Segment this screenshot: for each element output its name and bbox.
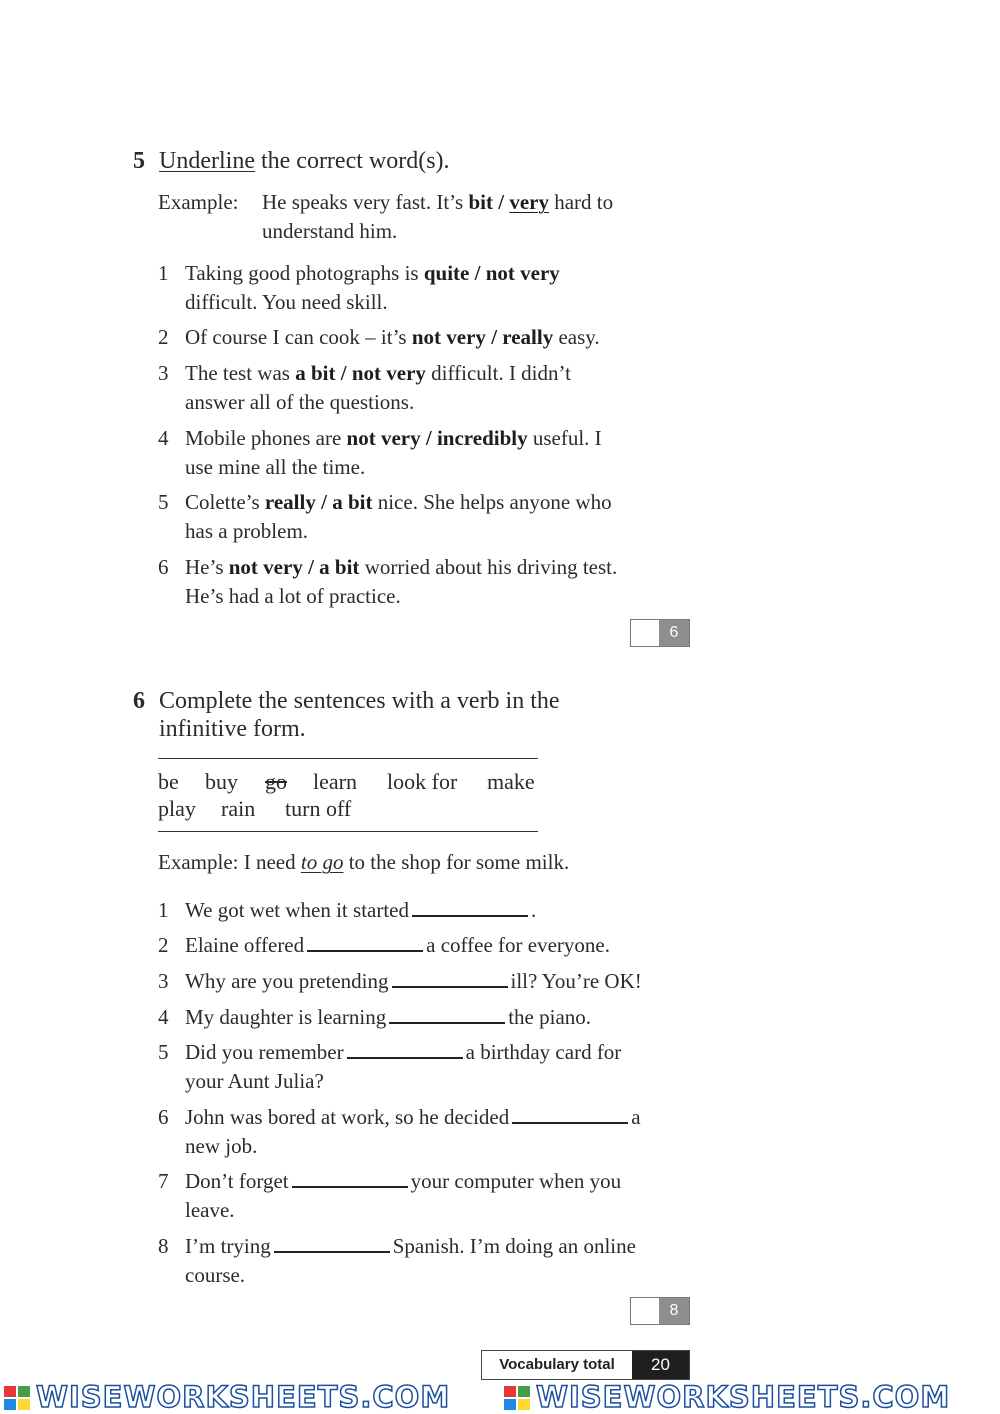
word-learn: learn [313,769,357,794]
example-label: Example: [158,190,239,214]
watermark-right [504,1382,950,1412]
option-separator: / [315,490,333,514]
item-text-end: nice. She helps anyone who [372,490,612,514]
watermark-text: WISEWORKSHEETS.COM [536,1380,951,1414]
word-make: make [487,769,535,794]
vocabulary-total-value: 20 [632,1351,689,1379]
option-2[interactable]: a bit [319,555,360,579]
exercise-6-item [158,1232,698,1290]
item-text: I’m trying [185,1234,271,1258]
item-line-2: new job. [185,1134,258,1158]
answer-blank[interactable] [412,897,528,917]
word-look-for: look for [387,769,458,794]
item-number: 3 [158,361,169,385]
answer-blank[interactable] [392,968,508,988]
score-entry[interactable] [631,620,660,646]
item-text: Mobile phones are [185,426,347,450]
example-option-2: very [509,190,549,214]
option-1[interactable]: not very [346,426,421,450]
option-separator: / [469,261,486,285]
word-box [158,758,538,832]
watermark-text: WISEWORKSHEETS.COM [36,1380,451,1414]
option-2[interactable]: incredibly [436,426,528,450]
item-text-end: . [531,898,537,922]
vocabulary-total-box [481,1350,690,1380]
item-line-2: difficult. You need skill. [185,290,388,314]
example-text-end: hard to [548,190,614,214]
option-separator: / [492,190,510,214]
item-text: We got wet when it started [185,898,409,922]
score-max: 6 [659,620,689,646]
wiseworksheets-logo-icon [4,1386,32,1412]
item-text-end: a coffee for everyone. [426,933,610,957]
example-text-end: to the shop for some milk. [343,850,570,874]
option-separator: / [420,426,437,450]
option-1[interactable]: not very [228,555,303,579]
example-text: He speaks very fast. It’s [262,190,469,214]
option-separator: / [302,555,320,579]
section-5-title [133,147,450,175]
item-number: 4 [158,1005,169,1029]
exercise-6-item [158,931,698,960]
exercise-5-item [158,259,698,317]
example-text: I need [243,850,301,874]
item-text: Colette’s [185,490,265,514]
option-2[interactable]: not very [485,261,560,285]
item-text-end: worried about his driving test. [359,555,618,579]
title-rest: the correct word(s). [254,148,450,174]
item-line-2: answer all of the questions. [185,390,415,414]
word-buy: buy [205,769,238,794]
score-entry[interactable] [631,1298,660,1324]
item-number: 5 [158,1040,169,1064]
item-number: 2 [158,933,169,957]
score-max: 8 [659,1298,689,1324]
item-text-end: difficult. I didn’t [425,361,571,385]
exercise-5-item [158,553,698,611]
answer-blank[interactable] [512,1104,628,1124]
word-play: play [158,796,196,821]
item-text-end: Spanish. I’m doing an online [392,1234,636,1258]
item-text: Of course I can cook – it’s [185,325,412,349]
exercise-6-item [158,896,698,925]
item-number: 1 [158,898,169,922]
item-number: 5 [158,490,169,514]
section-number: 5 [133,148,145,174]
wiseworksheets-logo-icon [504,1386,532,1412]
item-text: Taking good photographs is [185,261,424,285]
word-go-crossed: go [265,769,287,794]
example-label: Example: [158,850,239,874]
answer-blank[interactable] [307,932,423,952]
item-text-end: your computer when you [410,1169,622,1193]
option-2[interactable]: really [502,325,554,349]
exercise-5-item [158,359,698,417]
item-number: 6 [158,555,169,579]
title-line-2: infinitive form. [159,716,306,742]
item-text: John was bored at work, so he decided [185,1105,510,1129]
option-1[interactable]: quite [423,261,470,285]
item-line-2: He’s had a lot of practice. [185,584,401,608]
example-answer: to go [300,850,344,874]
vocabulary-total-label: Vocabulary total [499,1356,615,1373]
section-number: 6 [133,688,145,714]
option-1[interactable]: a bit [295,361,336,385]
answer-blank[interactable] [292,1168,408,1188]
exercise-5-item [158,488,698,546]
exercise-6-item [158,1038,698,1096]
exercise-5-item [158,424,698,482]
word-rain: rain [221,796,256,821]
item-number: 6 [158,1105,169,1129]
item-text-end: useful. I [527,426,602,450]
item-text: The test was [185,361,296,385]
word-turn-off: turn off [285,796,352,821]
option-2[interactable]: a bit [332,490,373,514]
section-6-example [158,848,569,877]
item-text-end: a birthday card for [465,1040,622,1064]
item-number: 7 [158,1169,169,1193]
section-6-score-box [630,1297,690,1325]
exercise-6-item [158,967,698,996]
answer-blank[interactable] [274,1233,390,1253]
item-line-2: has a problem. [185,519,309,543]
example-line-2: understand him. [262,219,398,243]
option-1[interactable]: really [264,490,316,514]
option-separator: / [335,361,352,385]
item-text: Why are you pretending [185,969,389,993]
item-line-2: use mine all the time. [185,455,366,479]
item-number: 1 [158,261,169,285]
word-be: be [158,769,179,794]
item-text-end: the piano. [508,1005,592,1029]
title-underline-word: Underline [159,148,255,174]
item-number: 4 [158,426,169,450]
option-2[interactable]: not very [351,361,426,385]
watermark-left [4,1382,450,1412]
exercise-6-item [158,1003,698,1032]
item-line-2: course. [185,1263,246,1287]
exercise-6-item [158,1103,698,1161]
exercise-6-item [158,1167,698,1225]
item-text-end: easy. [553,325,600,349]
item-number: 2 [158,325,169,349]
option-1[interactable]: not very [411,325,486,349]
item-number: 3 [158,969,169,993]
example-option-1: bit [468,190,493,214]
section-5-score-box [630,619,690,647]
answer-blank[interactable] [347,1039,463,1059]
item-line-2: leave. [185,1198,235,1222]
item-text: He’s [185,555,229,579]
item-text: My daughter is learning [185,1005,387,1029]
item-line-2: your Aunt Julia? [185,1069,324,1093]
answer-blank[interactable] [389,1004,505,1024]
item-number: 8 [158,1234,169,1258]
item-text: Elaine offered [185,933,305,957]
item-text: Don’t forget [185,1169,289,1193]
section-5-example [158,188,718,243]
section-6-title [133,687,560,743]
item-text: Did you remember [185,1040,344,1064]
title-line-1: Complete the sentences with a verb in the [159,688,560,714]
item-text-end: ill? You’re OK! [510,969,642,993]
exercise-5-item [158,323,698,352]
item-text-end: a [631,1105,641,1129]
option-separator: / [485,325,503,349]
